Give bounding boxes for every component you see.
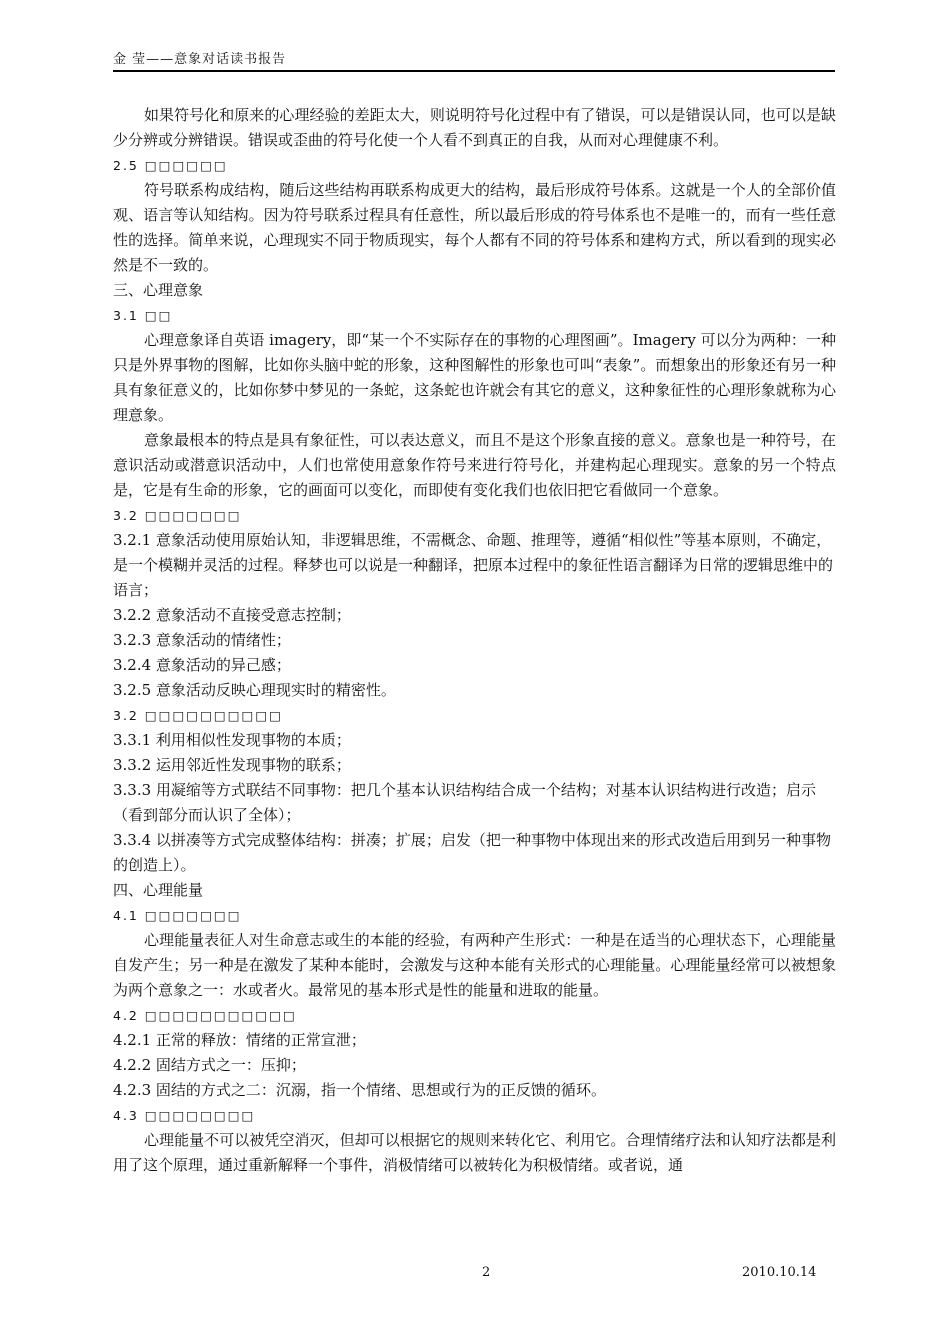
list-item: 3.2.1 意象活动使用原始认知，非逻辑思维，不需概念、命题、推理等，遵循“相似性”等基本原则，不确定，是一个模糊并灵活的过程。释梦也可以说是一种翻译，把原本过程中的象征性语言翻译为日常的逻辑思维中的语言；	[113, 531, 834, 599]
page-header	[113, 48, 835, 72]
list-item: 3.3.1 利用相似性发现事物的本质；	[113, 731, 351, 749]
list-item: 4.2.3 固结的方式之二：沉溺，指一个情绪、思想或行为的正反馈的循环。	[113, 1081, 606, 1099]
subheading-4-1: 4.1 □□□□□□□	[113, 908, 242, 923]
list-item: 3.2.4 意象活动的异己感；	[113, 656, 291, 674]
list-item: 4.2.1 正常的释放：情绪的正常宣泄；	[113, 1031, 366, 1049]
list-item: 3.3.4 以拼凑等方式完成整体结构：拼凑；扩展；启发（把一种事物中体现出来的形式改造后用到另一种事物的创造上）。	[113, 831, 831, 874]
paragraph: 心理能量不可以被凭空消灭，但却可以根据它的规则来转化它、利用它。合理情绪疗法和认知疗法都是利用了这个原理，通过重新解释一个事件，消极情绪可以被转化为积极情绪。或者说，通	[113, 1131, 836, 1174]
section-heading-4: 四、心理能量	[113, 881, 204, 899]
section-heading-3: 三、心理意象	[113, 281, 204, 299]
document-body	[113, 103, 836, 1178]
list-item: 3.2.5 意象活动反映心理现实时的精密性。	[113, 681, 396, 699]
list-item: 3.2.2 意象活动不直接受意志控制；	[113, 606, 351, 624]
subheading-4-2: 4.2 □□□□□□□□□□□	[113, 1008, 297, 1023]
subheading-3-2: 3.2 □□□□□□□	[113, 508, 242, 523]
subheading-3-3: 3.2 □□□□□□□□□□	[113, 708, 283, 723]
subheading-2-5: 2.5 □□□□□□	[113, 158, 228, 173]
paragraph: 如果符号化和原来的心理经验的差距太大，则说明符号化过程中有了错误，可以是错误认同，也可以是缺少分辨或分辨错误。错误或歪曲的符号化使一个人看不到真正的自我，从而对心理健康不利。	[113, 106, 836, 149]
paragraph: 心理能量表征人对生命意志或生的本能的经验，有两种产生形式：一种是在适当的心理状态下，心理能量自发产生；另一种是在激发了某种本能时，会激发与这种本能有关形式的心理能量。心理能量经常可以被想象为两个意象之一：水或者火。最常见的基本形式是性的能量和进取的能量。	[113, 931, 836, 999]
page-number: 2	[482, 1265, 491, 1280]
footer-date: 2010.10.14	[742, 1265, 817, 1280]
header-title: 金 莹——意象对话读书报告	[113, 52, 287, 67]
paragraph: 符号联系构成结构，随后这些结构再联系构成更大的结构，最后形成符号体系。这就是一个人的全部价值观、语言等认知结构。因为符号联系过程具有任意性，所以最后形成的符号体系也不是唯一的，而有一些任意性的选择。简单来说，心理现实不同于物质现实，每个人都有不同的符号体系和建构方式，所以看到的现实必然是不一致的。	[113, 181, 836, 274]
list-item: 3.3.2 运用邻近性发现事物的联系；	[113, 756, 351, 774]
list-item: 3.2.3 意象活动的情绪性；	[113, 631, 291, 649]
list-item: 4.2.2 固结方式之一：压抑；	[113, 1056, 306, 1074]
paragraph: 心理意象译自英语 imagery，即“某一个不实际存在的事物的心理图画”。Imagery 可以分为两种：一种只是外界事物的图解，比如你头脑中蛇的形象，这种图解性的形象也可叫“表象”。而想象出的形象还有另一种具有象征意义的，比如你梦中梦见的一条蛇，这条蛇也许就会有其它的意义，这种象征性的心理形象就称为心理意象。	[113, 331, 836, 424]
paragraph: 意象最根本的特点是具有象征性，可以表达意义，而且不是这个形象直接的意义。意象也是一种符号，在意识活动或潜意识活动中，人们也常使用意象作符号来进行符号化，并建构起心理现实。意象的另一个特点是，它是有生命的形象，它的画面可以变化，而即使有变化我们也依旧把它看做同一个意象。	[113, 431, 836, 499]
subheading-4-3: 4.3 □□□□□□□□	[113, 1108, 256, 1123]
list-item: 3.3.3 用凝缩等方式联结不同事物：把几个基本认识结构结合成一个结构；对基本认识结构进行改造；启示（看到部分而认识了全体）；	[113, 781, 816, 824]
subheading-3-1: 3.1 □□	[113, 308, 173, 323]
